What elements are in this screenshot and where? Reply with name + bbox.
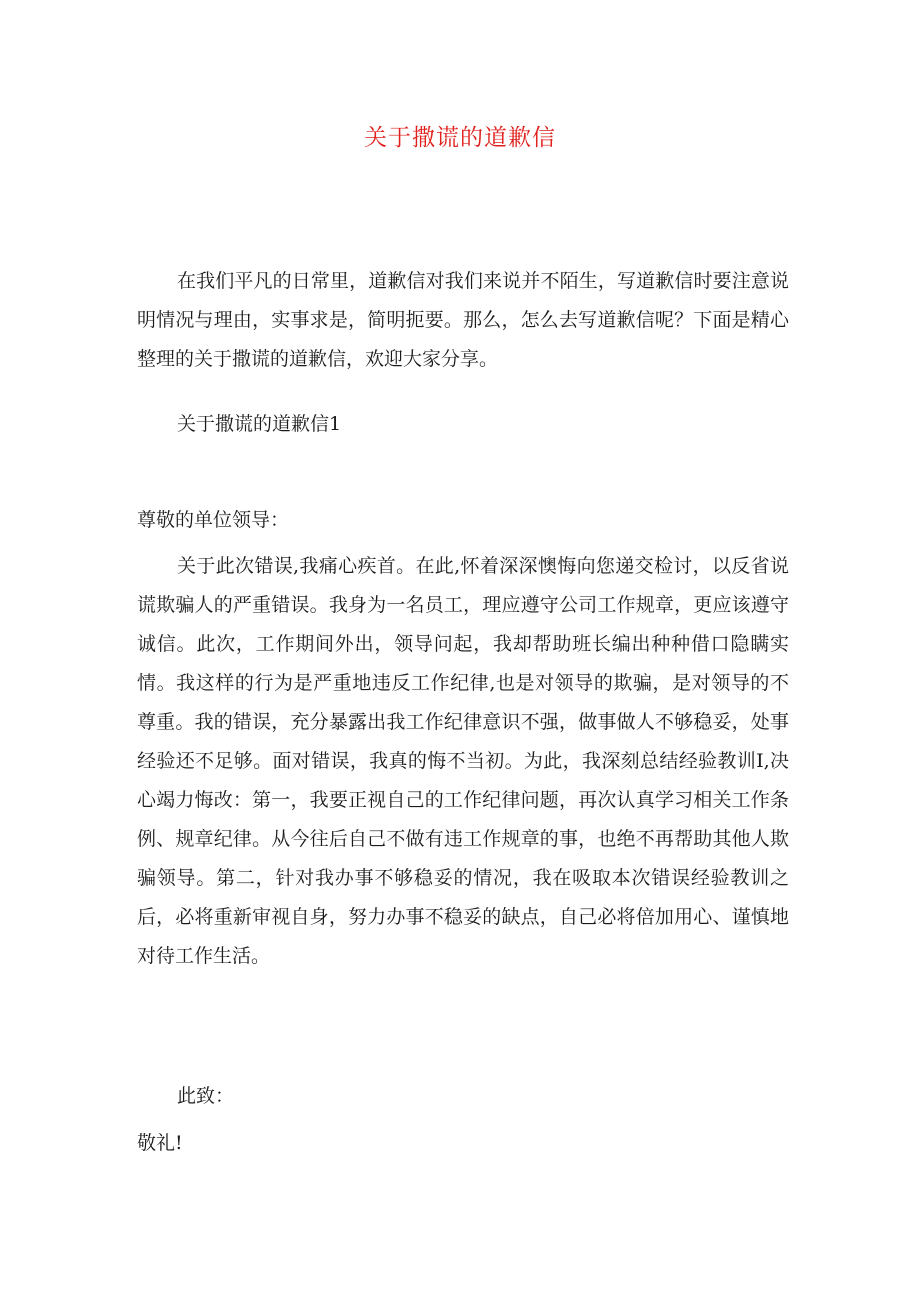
letter-body-paragraph: 关于此次错误,我痛心疾首。在此,怀着深深懊悔向您递交检讨，以反省说谎欺骗人的严重错误。我身为一名员工，理应遵守公司工作规章，更应该遵守诚信。此次，工作期间外出，领导问起，我却帮助班长编出种种借口隐瞒实情。我这样的行为是严重地违反工作纪律,也是对领导的欺骗，是对领导的不尊重。我的错误，充分暴露出我工作纪律意识不强，做事做人不够稳妥，处事经验还不足够。面对错误，我真的悔不当初。为此，我深刻总结经验教训I,决心竭力悔改：第一，我要正视自己的工作纪律问题，再次认真学习相关工作条例、规章纪律。从今往后自己不做有违工作规章的事，也绝不再帮助其他人欺骗领导。第二，针对我办事不够稳妥的情况，我在吸取本次错误经验教训之后，必将重新审视自身，努力办事不稳妥的缺点，自己必将倍加用心、谨慎地对待工作生活。	[137, 555, 789, 967]
salutation: 尊敬的单位领导：	[137, 509, 290, 531]
intro-paragraph: 在我们平凡的日常里，道歉信对我们来说并不陌生，写道歉信时要注意说明情况与理由，实事求是，简明扼要。那么，怎么去写道歉信呢？下面是精心整理的关于撒谎的道歉信，欢迎大家分享。	[137, 270, 789, 370]
closing-line: 此致：	[177, 1085, 235, 1107]
section-title: 关于撒谎的道歉信1	[177, 413, 342, 435]
document-title: 关于撒谎的道歉信	[364, 125, 556, 151]
regards-line: 敬礼!	[137, 1132, 183, 1154]
